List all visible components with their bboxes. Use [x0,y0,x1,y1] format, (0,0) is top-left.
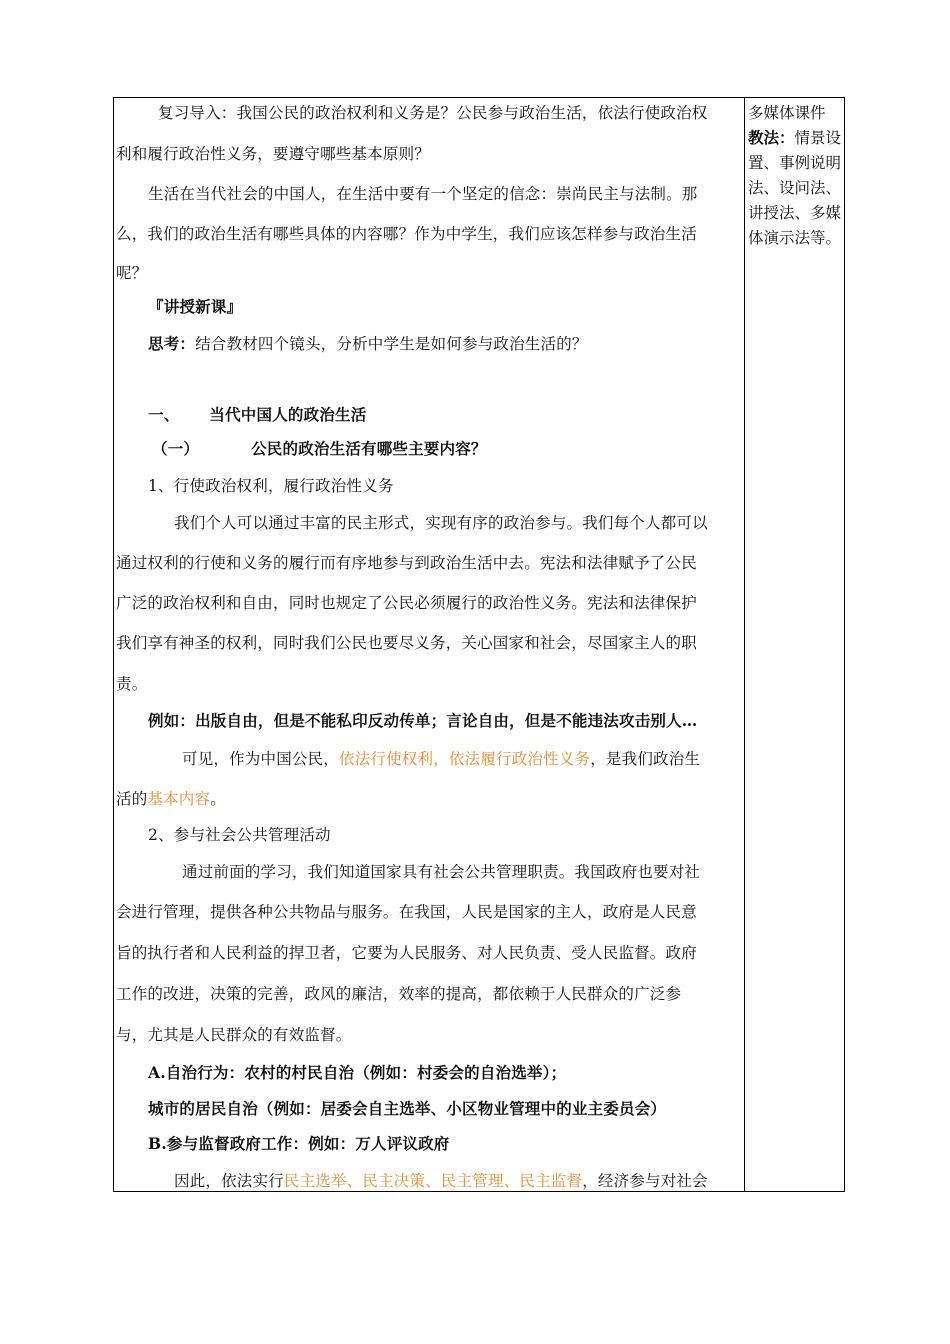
method-text-1: 情景设 [794,129,842,147]
p3-line-5: 与，尤其是人民群众的有效监督。 [116,1026,352,1044]
heading-1-text: 当代中国人的政治生活 [209,405,367,424]
method-line-1 [748,128,841,148]
item-1-title: 1、行使政治权利，履行政治性义务 [148,477,394,495]
heading-1-num: 一、 [148,405,180,424]
last-text-a: 因此，依法实行 [174,1172,284,1190]
review-line-2: 利和履行政治性义务，要遵守哪些基本原则？ [116,145,431,163]
heading-2-num: （一） [152,439,200,458]
review-line-1: 复习导入：我国公民的政治权利和义务是？公民参与政治生活，依法行使政治权 [158,104,708,122]
think-label: 思考： [148,334,196,353]
method-line-2: 置、事例说明 [748,154,842,172]
intro-line-3: 呢？ [116,264,148,282]
media-note: 多媒体课件 [748,104,826,122]
last-highlight: 民主选举、民主决策、民主管理、民主监督 [283,1172,583,1190]
intro-line-2: 么，我们的政治生活有哪些具体的内容哪？作为中学生，我们应该怎样参与政治生活 [116,225,697,243]
p2-highlight-2: 基本内容 [147,790,211,808]
p2-line-1 [182,749,700,769]
p2-text-b: ，是我们政治生 [590,750,701,768]
p2-line-2 [116,789,226,809]
method-label: 教法： [748,128,795,147]
p1-line-5: 责。 [116,675,148,693]
b-line: B.参与监督政府工作：例如：万人评议政府 [148,1134,450,1153]
p1-line-2: 通过权利的行使和义务的履行而有序地参与到政治生活中去。宪法和法律赋予了公民 [116,554,697,572]
p3-line-2: 会进行管理，提供各种公共物品与服务。在我国，人民是国家的主人，政府是人民意 [116,903,697,921]
p3-line-4: 工作的改进，决策的完善，政风的廉洁，效率的提高，都依赖于人民群众的广泛参 [116,985,682,1003]
heading-2 [152,439,487,459]
method-line-3: 法、设问法、 [748,179,842,197]
last-text-b: ，经济参与对社会 [582,1172,708,1190]
think-line [148,334,588,354]
main-content-cell [114,98,745,1191]
a-line: A.自治行为：农村的村民自治（例如：村委会的自治选举）； [148,1063,567,1082]
example-1: 例如：出版自由，但是不能私印反动传单；言论自由，但是不能违法攻击别人… [148,711,698,730]
p1-line-3: 广泛的政治权利和自由，同时也规定了公民必须履行的政治性义务。宪法和法律保护 [116,594,697,612]
item-2-title: 2、参与社会公共管理活动 [148,826,331,844]
last-line [174,1171,708,1191]
method-line-5: 体演示法等。 [748,229,842,247]
intro-line-1: 生活在当代社会的中国人，在生活中要有一个坚定的信念：崇尚民主与法制。那 [148,185,698,203]
p1-line-1: 我们个人可以通过丰富的民主形式，实现有序的政治参与。我们每个人都可以 [174,514,708,532]
section-new-lesson: 『讲授新课』 [148,297,243,316]
heading-2-text: 公民的政治生活有哪些主要内容？ [251,439,487,458]
think-text: 结合教材四个镜头，分析中学生是如何参与政治生活的？ [195,335,588,353]
p2-text-d: 。 [210,790,226,808]
lesson-plan-table [113,97,845,1192]
method-line-4: 讲授法、多媒 [748,204,842,222]
p1-line-4: 我们享有神圣的权利，同时我们公民也要尽义务，关心国家和社会，尽国家主人的职 [116,634,697,652]
side-notes-cell [746,98,844,1191]
p2-highlight: 依法行使权利，依法履行政治性义务 [339,750,591,768]
p3-line-1: 通过前面的学习，我们知道国家具有社会公共管理职责。我国政府也要对社 [182,863,701,881]
heading-1 [148,405,366,425]
p2-text-a: 可见，作为中国公民， [182,750,340,768]
p3-line-3: 旨的执行者和人民利益的捍卫者，它要为人民服务、对人民负责、受人民监督。政府 [116,944,697,962]
city-line: 城市的居民自治（例如：居委会自主选举、小区物业管理中的业主委员会） [148,1099,667,1118]
p2-text-c: 活的 [116,790,148,808]
